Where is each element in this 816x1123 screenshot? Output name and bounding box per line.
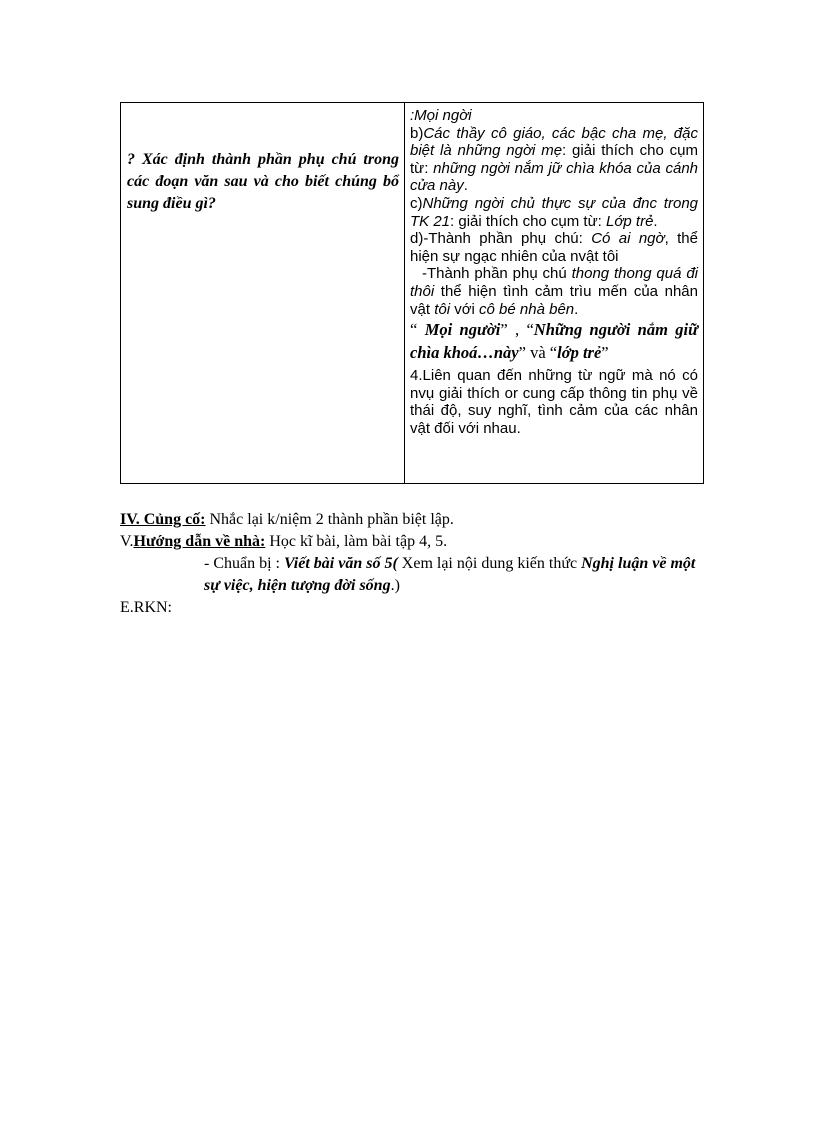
- question-cell: ? Xác định thành phần phụ chú trong các đoạn văn sau và cho biết chúng bổ sung điều gì?: [127, 151, 399, 212]
- answer-paragraph-d2: -Thành phần phụ chú thong thong quá đi thôi thể hiện tình cảm trìu mến của nhân vật tôi với cô bé nhà bên.: [410, 265, 699, 318]
- answer-line-a: :Mọi ngời: [410, 107, 472, 124]
- answer-paragraph-b: b)Các thầy cô giáo, các bậc cha mẹ, đặc biệt là những ngời mẹ: giải thích cho cụm từ: những ngời nắm jữ chìa khóa của cánh cửa này.: [410, 124, 698, 195]
- column-divider: [404, 103, 405, 483]
- section-consolidation: IV. Củng cố: Nhắc lại k/niệm 2 thành phần biệt lập.: [120, 511, 454, 528]
- answer-paragraph-d1: d)-Thành phần phụ chú: Có ai ngờ, thể hiện sự ngạc nhiên của nvật tôi: [410, 230, 698, 265]
- section-homework: V.Hướng dẫn về nhà: Học kĩ bài, làm bài tập 4, 5.: [120, 533, 448, 550]
- answer-summary: “ Mọi người” , “Những người nắm giữ chìa khoá…này” và “lớp trẻ”: [410, 320, 698, 363]
- answer-paragraph-c: c)Những ngời chủ thực sự của đnc trong TK 21: giải thích cho cụm từ: Lớp trẻ.: [410, 194, 698, 230]
- content-table: [120, 102, 704, 484]
- answer-cell: [410, 107, 698, 438]
- footer-label: E.RKN:: [120, 599, 172, 616]
- answer-paragraph-4: 4.Liên quan đến những từ ngữ mà nó có nvụ giải thích or cung cấp thông tin phụ về thái độ, suy nghĩ, tình cảm của các nhân vật đối với nhau.: [410, 367, 698, 437]
- lesson-notes: [120, 509, 704, 619]
- section-prepare: - Chuẩn bị : Viết bài văn số 5( Xem lại nội dung kiến thức Nghị luận về một sự việc, hiện tượng đời sống.): [204, 555, 696, 594]
